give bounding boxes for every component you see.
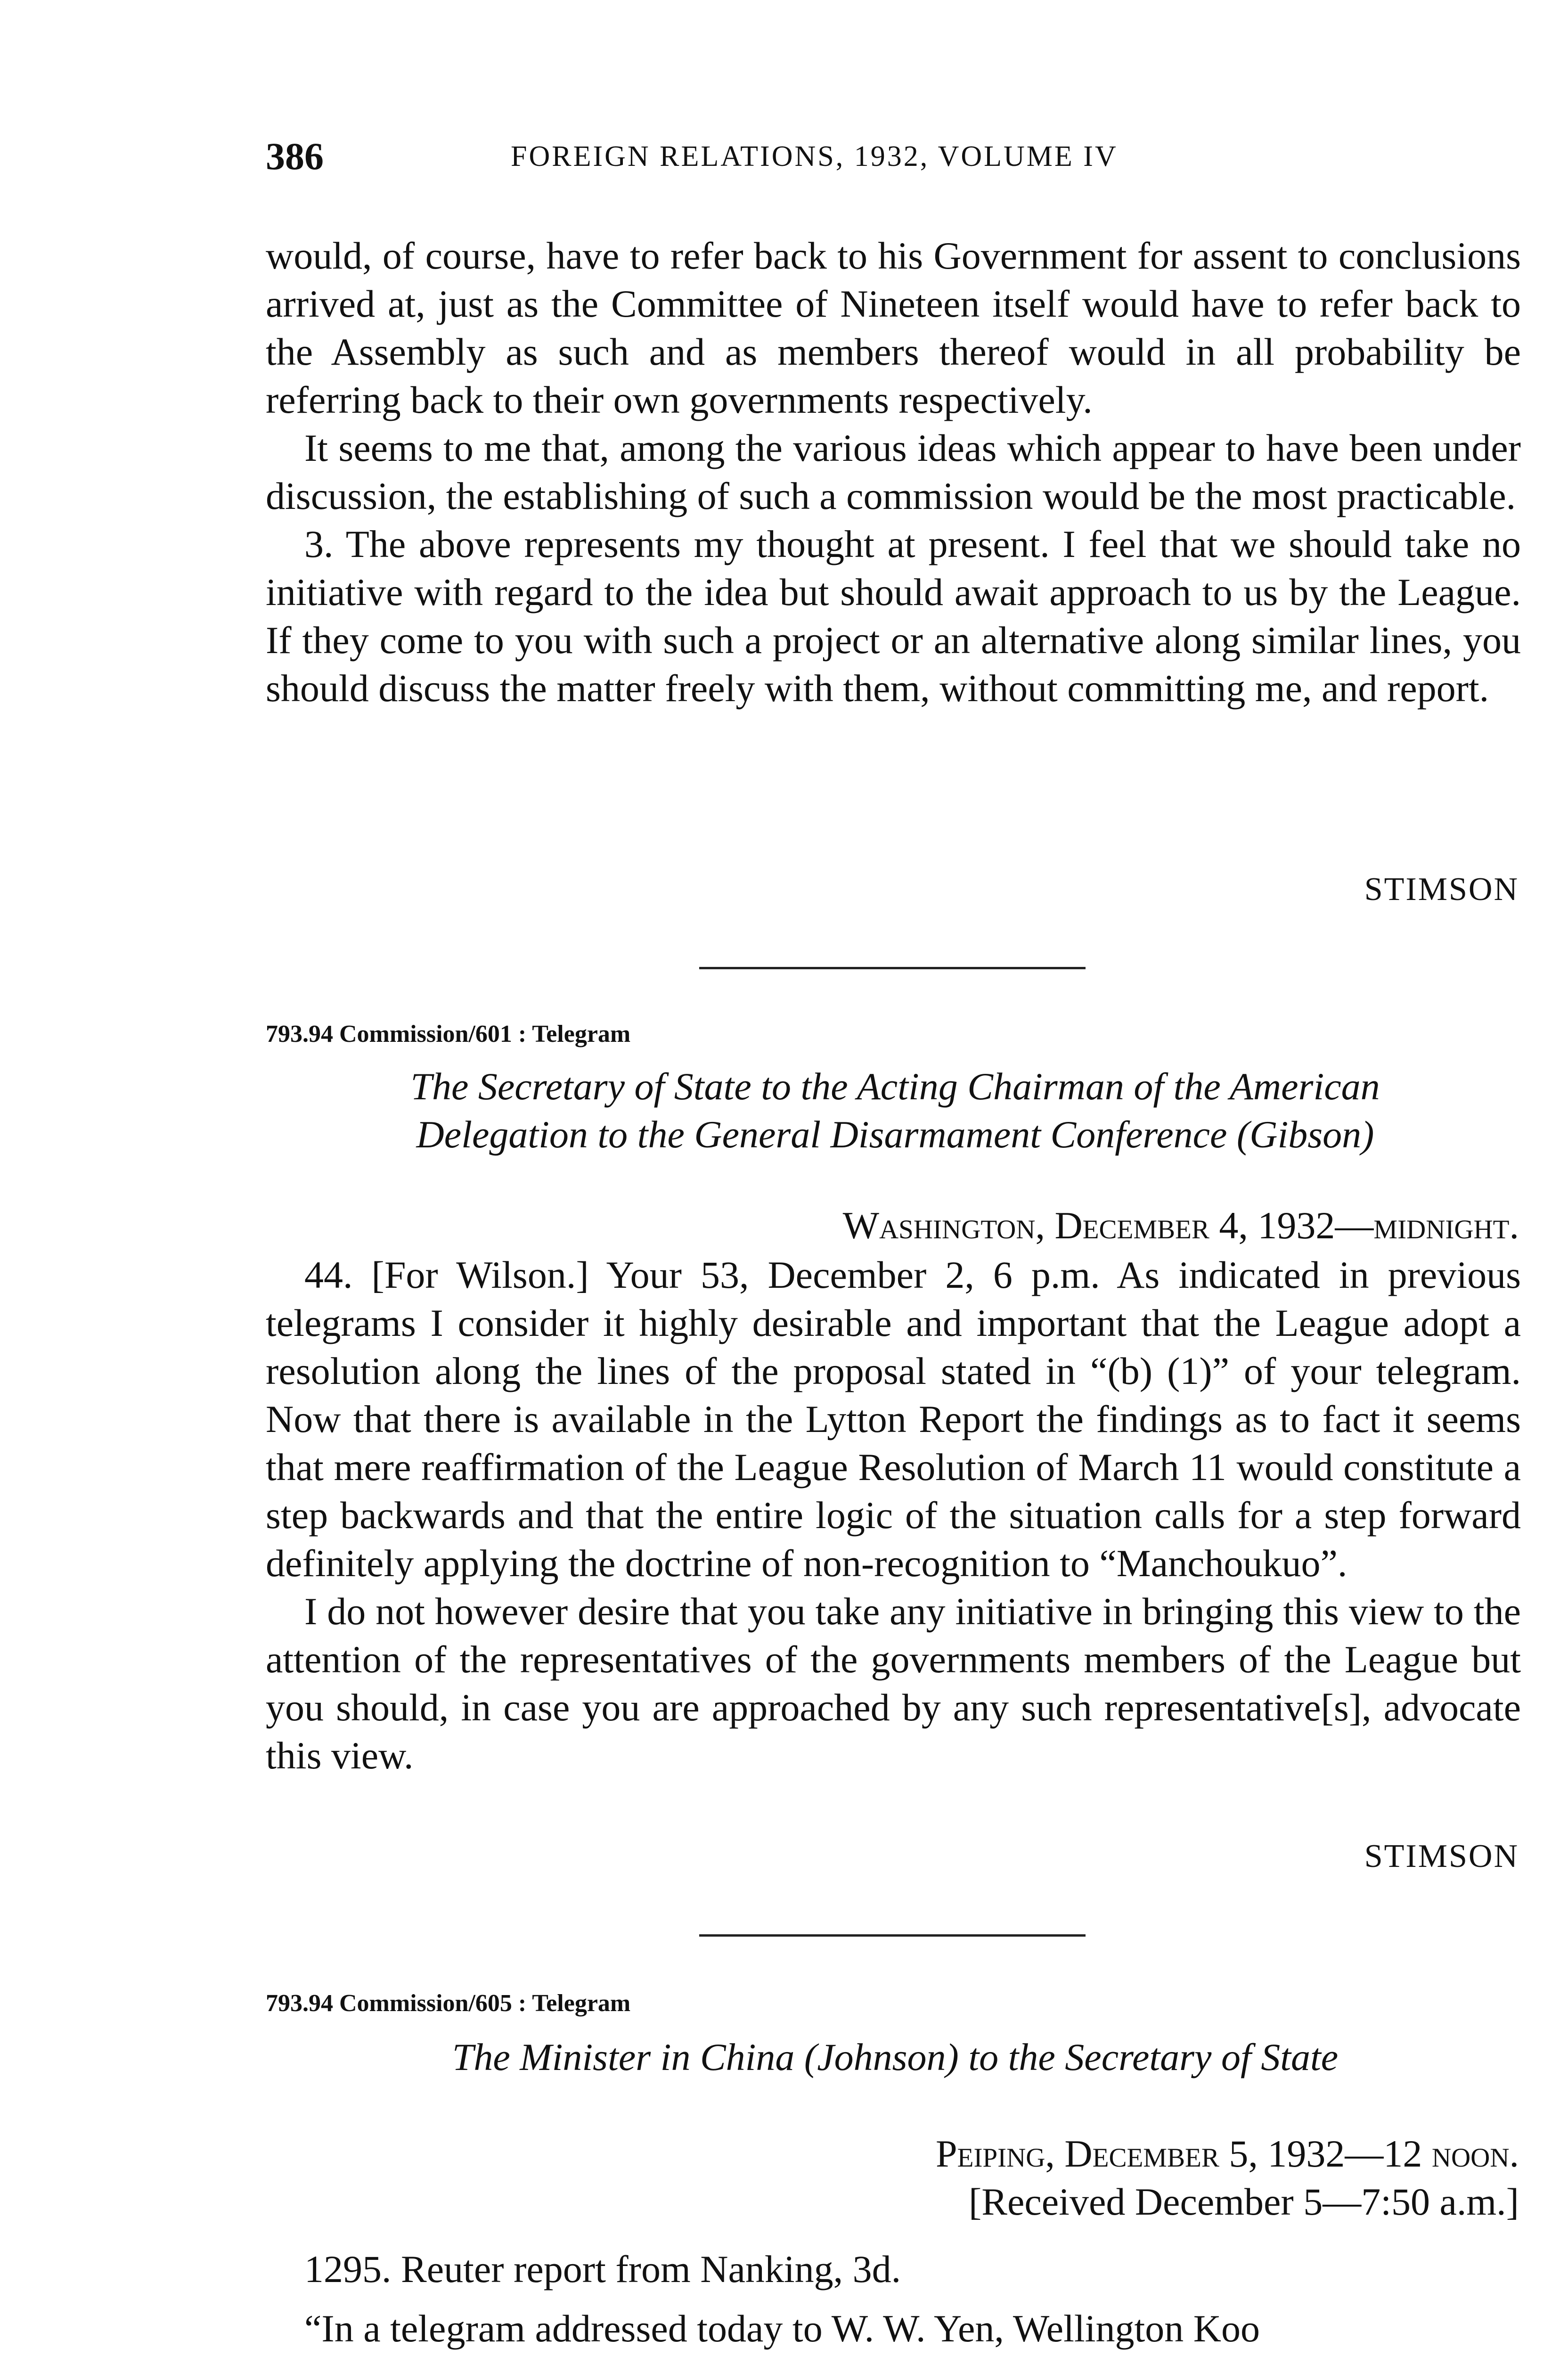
- running-head: [266, 134, 1510, 186]
- document2-dateline: [843, 1202, 1519, 1250]
- section1-paragraph-3: 3. The above represents my thought at present. I feel that we should take no initiative with regard to the idea but should await approach to us by the League. If they come to you with such a project or an alternative along similar lines, you should discuss the matter freely with them, without committing me, and report.: [266, 523, 1521, 710]
- document2-title-line-2: Delegation to the General Disarmament Conference (Gibson): [416, 1113, 1374, 1156]
- document3-paragraph-2: “In a telegram addressed today to W. W. Yen, Wellington Koo: [304, 2307, 1260, 2350]
- document2-body: [266, 1251, 1521, 1780]
- document3-title: The Minister in China (Johnson) to the Secretary of State: [452, 2036, 1339, 2078]
- section1-body: [266, 232, 1521, 712]
- document3-dateline: [936, 2130, 1519, 2226]
- section1-paragraph-2: It seems to me that, among the various ideas which appear to have been under discussion, the establishing of such a commission would be the most practicable.: [266, 426, 1521, 517]
- document2-paragraph-1: 44. [For Wilson.] Your 53, December 2, 6 p.m. As indicated in previous telegrams I consider it highly desirable and important that the League adopt a resolution along the lines of the proposal stated in “(b) (1)” of your telegram. Now that there is available in the Lytton Report the findings as to fact it seems that mere reaffirmation of the League Resolution of March 11 would constitute a step backwards and that the entire logic of the situation calls for a step forward definitely applying the doctrine of non-recognition to “Manchoukuo”.: [266, 1253, 1521, 1585]
- document2-title-line-1: The Secretary of State to the Acting Chairman of the American: [410, 1065, 1380, 1108]
- section-divider-1: [699, 967, 1086, 969]
- page-number: 386: [266, 135, 324, 178]
- document2-signature: STIMSON: [1364, 1838, 1519, 1874]
- running-title: FOREIGN RELATIONS, 1932, VOLUME IV: [511, 140, 1118, 172]
- document3-paragraph-1: 1295. Reuter report from Nanking, 3d.: [304, 2248, 901, 2291]
- section-divider-2: [699, 1934, 1086, 1937]
- section1-signature: STIMSON: [1364, 871, 1519, 908]
- document2-title: [283, 1063, 1508, 1159]
- document2-dateline-text: Washington, December 4, 1932—midnight.: [842, 1204, 1519, 1247]
- section1-paragraph-1: would, of course, have to refer back to his Government for assent to conclusions arrived at, just as the Committee of Nineteen itself would have to refer back to the Assembly as such and as members thereof would in all probability be referring back to their own governments respectively.: [266, 234, 1521, 421]
- document3-received: [Received December 5—7:50 a.m.]: [968, 2180, 1519, 2223]
- document2-paragraph-2: I do not however desire that you take any initiative in bringing this view to the attention of the representatives of the governments members of the League but you should, in case you are approached by any such representative[s], advocate this view.: [266, 1590, 1521, 1777]
- document3-file-reference: 793.94 Commission/605 : Telegram: [266, 1990, 631, 2017]
- document3-body: [266, 2245, 1521, 2353]
- document3-dateline-text: Peiping, December 5, 1932—12 noon.: [936, 2132, 1519, 2175]
- document2-file-reference: 793.94 Commission/601 : Telegram: [266, 1021, 631, 1047]
